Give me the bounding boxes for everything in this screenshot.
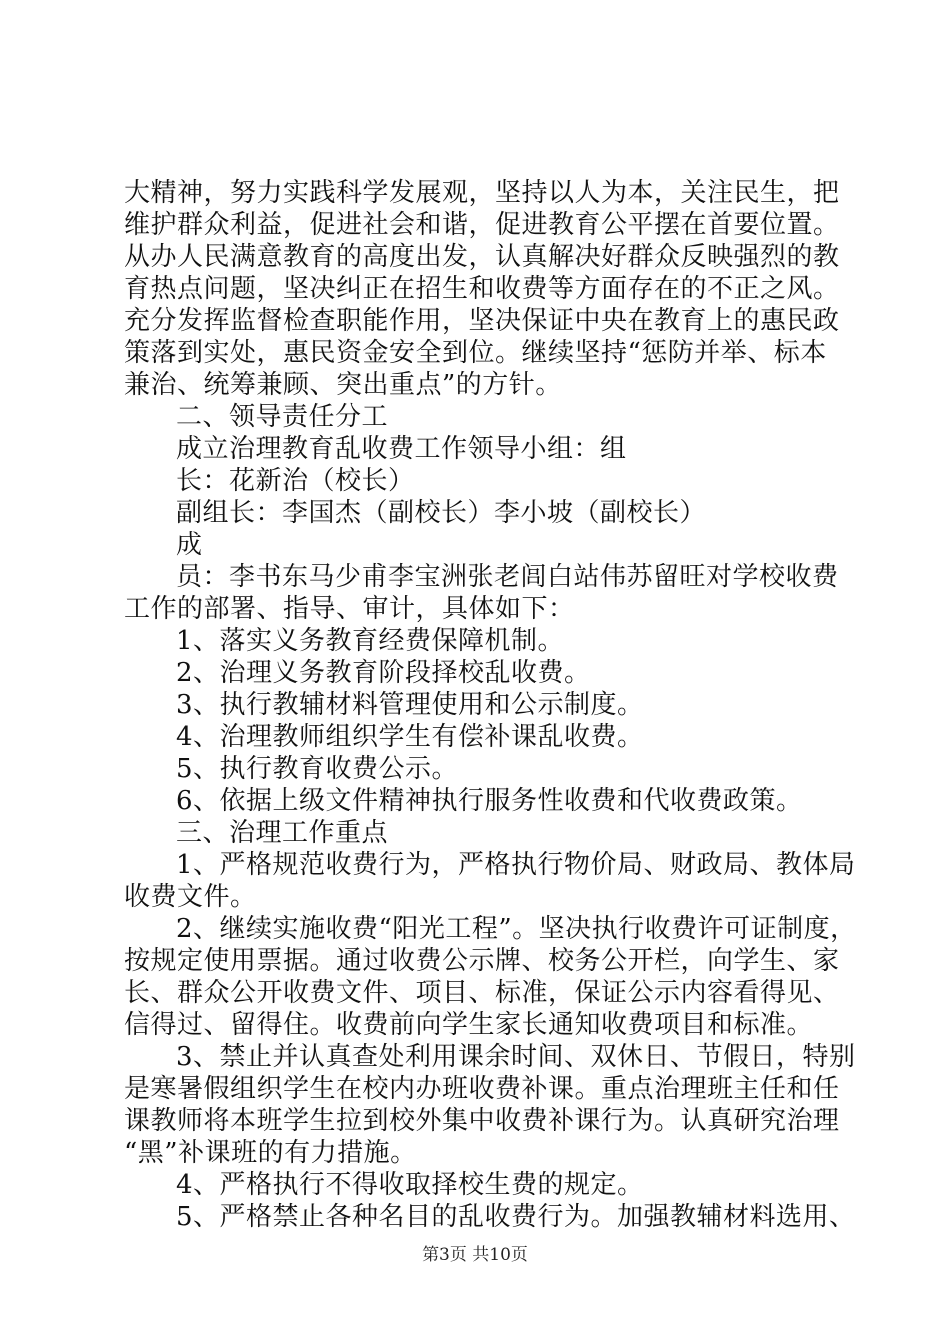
text-line: 长：花新治（校长）	[176, 466, 415, 496]
text-line: 二、领导责任分工	[176, 402, 389, 432]
text-line: 1、落实义务教育经费保障机制。	[176, 626, 565, 656]
text-line: 员：李书东马少甫李宝洲张老闾白站伟苏留旺对学校收费	[176, 562, 839, 592]
text-line: 6、依据上级文件精神执行服务性收费和代收费政策。	[176, 786, 803, 816]
text-line: 4、严格执行不得收取择校生费的规定。	[176, 1170, 644, 1200]
text-line: 5、严格禁止各种名目的乱收费行为。加强教辅材料选用、	[176, 1202, 856, 1232]
text-line: 信得过、留得住。收费前向学生家长通知收费项目和标准。	[124, 1010, 814, 1040]
text-line: 从办人民满意教育的高度出发，认真解决好群众反映强烈的教	[124, 242, 840, 272]
text-line: 按规定使用票据。通过收费公示牌、校务公开栏，向学生、家	[124, 946, 840, 976]
text-line: 长、群众公开收费文件、项目、标准，保证公示内容看得见、	[124, 978, 840, 1008]
text-line: 维护群众利益，促进社会和谐，促进教育公平摆在首要位置。	[124, 210, 840, 240]
text-line: 5、执行教育收费公示。	[176, 754, 459, 784]
text-line: 策落到实处，惠民资金安全到位。继续坚持“惩防并举、标本	[124, 338, 827, 368]
text-line: 兼治、统筹兼顾、突出重点”的方针。	[124, 370, 562, 400]
page-number-label: 第3页 共10页	[422, 1245, 528, 1265]
text-line: 副组长：李国杰（副校长）李小坡（副校长）	[176, 498, 707, 528]
text-line: 4、治理教师组织学生有偿补课乱收费。	[176, 722, 644, 752]
text-line: 充分发挥监督检查职能作用，坚决保证中央在教育上的惠民政	[124, 306, 840, 336]
text-line: 1、严格规范收费行为，严格执行物价局、财政局、教体局	[176, 850, 856, 880]
document-body	[124, 177, 857, 1233]
text-line: 三、治理工作重点	[176, 818, 389, 848]
page-footer	[0, 1244, 950, 1266]
text-line: 大精神，努力实践科学发展观，坚持以人为本，关注民生，把	[124, 178, 840, 208]
text-line: 工作的部署、指导、审计，具体如下：	[124, 594, 575, 624]
text-line: 育热点问题，坚决纠正在招生和收费等方面存在的不正之风。	[124, 274, 840, 304]
text-line: 3、执行教辅材料管理使用和公示制度。	[176, 690, 644, 720]
text-line: 3、禁止并认真查处利用课余时间、双休日、节假日，特别	[176, 1042, 856, 1072]
text-line: 是寒暑假组织学生在校内办班收费补课。重点治理班主任和任	[124, 1074, 840, 1104]
text-line: 成立治理教育乱收费工作领导小组：组	[176, 434, 627, 464]
text-line: “黑”补课班的有力措施。	[124, 1138, 417, 1168]
text-line: 2、继续实施收费“阳光工程”。坚决执行收费许可证制度，	[176, 914, 857, 944]
text-line: 2、治理义务教育阶段择校乱收费。	[176, 658, 591, 688]
text-line: 收费文件。	[124, 882, 257, 912]
text-line: 成	[176, 530, 203, 560]
text-line: 课教师将本班学生拉到校外集中收费补课行为。认真研究治理	[124, 1106, 840, 1136]
